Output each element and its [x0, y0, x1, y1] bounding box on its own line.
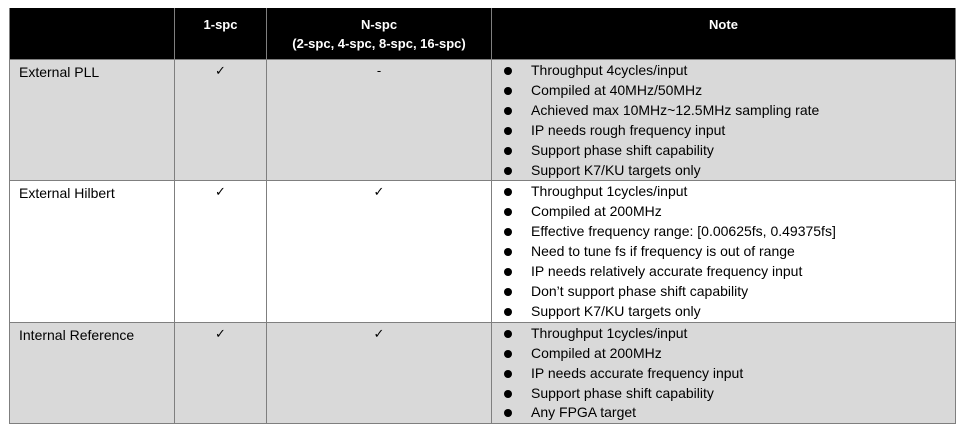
note-item — [492, 141, 955, 161]
note-item — [492, 364, 955, 384]
note-text: IP needs accurate frequency input — [531, 364, 744, 381]
note-text: IP needs rough frequency input — [531, 121, 726, 138]
bullet-icon — [504, 308, 512, 316]
note-item — [492, 182, 955, 202]
comparison-table — [9, 8, 956, 424]
note-text: Support phase shift capability — [531, 384, 714, 401]
note-item — [492, 242, 955, 262]
bullet-icon — [504, 248, 512, 256]
note-item — [492, 262, 955, 282]
bullet-icon — [504, 167, 512, 175]
header-note: Note — [492, 8, 956, 60]
cell-1spc: ✓ — [175, 181, 267, 322]
header-nspc — [267, 8, 492, 60]
bullet-icon — [504, 147, 512, 155]
bullet-icon — [504, 67, 512, 75]
note-text: Don’t support phase shift capability — [531, 282, 749, 299]
cell-notes — [492, 60, 956, 181]
note-text: Effective frequency range: [0.00625fs, 0.49375fs] — [531, 223, 836, 240]
table-row — [10, 60, 956, 181]
table-row — [10, 322, 956, 424]
bullet-icon — [504, 188, 512, 196]
bullet-icon — [504, 370, 512, 378]
note-text: Any FPGA target — [531, 404, 637, 421]
note-item — [492, 324, 955, 344]
note-item — [492, 161, 955, 181]
note-item — [492, 61, 955, 81]
note-text: Throughput 4cycles/input — [531, 62, 688, 78]
header-nspc-subtitle: (2-spc, 4-spc, 8-spc, 16-spc) — [292, 36, 466, 51]
bullet-icon — [504, 208, 512, 216]
note-text: Throughput 1cycles/input — [531, 324, 688, 341]
note-text: Achieved max 10MHz~12.5MHz sampling rate — [531, 101, 820, 118]
cell-nspc: ✓ — [267, 181, 492, 322]
cell-notes — [492, 322, 956, 424]
cell-nspc: - — [267, 60, 492, 181]
bullet-icon — [504, 87, 512, 95]
note-item — [492, 384, 955, 404]
note-text: Throughput 1cycles/input — [531, 183, 688, 200]
note-item — [492, 403, 955, 423]
table-row — [10, 181, 956, 322]
note-item — [492, 282, 955, 302]
bullet-icon — [504, 390, 512, 398]
note-text: Compiled at 200MHz — [531, 203, 662, 220]
note-item — [492, 81, 955, 101]
note-text: Support phase shift capability — [531, 141, 714, 158]
header-row — [10, 8, 956, 60]
cell-1spc: ✓ — [175, 322, 267, 424]
bullet-icon — [504, 350, 512, 358]
note-text: IP needs relatively accurate frequency input — [531, 263, 803, 280]
bullet-icon — [504, 330, 512, 338]
row-name: External Hilbert — [10, 181, 175, 322]
notes-list — [492, 60, 955, 180]
note-text: Support K7/KU targets only — [531, 161, 701, 178]
bullet-icon — [504, 288, 512, 296]
note-item — [492, 344, 955, 364]
bullet-icon — [504, 107, 512, 115]
note-text: Compiled at 200MHz — [531, 344, 662, 361]
notes-list — [492, 181, 955, 321]
header-1spc: 1-spc — [175, 8, 267, 60]
row-name: External PLL — [10, 60, 175, 181]
note-item — [492, 202, 955, 222]
note-text: Need to tune fs if frequency is out of range — [531, 243, 795, 260]
cell-1spc: ✓ — [175, 60, 267, 181]
bullet-icon — [504, 228, 512, 236]
bullet-icon — [504, 409, 512, 417]
note-item — [492, 101, 955, 121]
row-name: Internal Reference — [10, 322, 175, 424]
note-text: Support K7/KU targets only — [531, 302, 701, 319]
note-text: Compiled at 40MHz/50MHz — [531, 81, 703, 98]
cell-notes — [492, 181, 956, 322]
bullet-icon — [504, 268, 512, 276]
cell-nspc: ✓ — [267, 322, 492, 424]
header-blank — [10, 8, 175, 60]
note-item — [492, 302, 955, 322]
note-item — [492, 121, 955, 141]
note-item — [492, 222, 955, 242]
header-nspc-title: N-spc — [360, 17, 398, 32]
bullet-icon — [504, 127, 512, 135]
comparison-table-container — [9, 8, 955, 424]
notes-list — [492, 323, 955, 424]
